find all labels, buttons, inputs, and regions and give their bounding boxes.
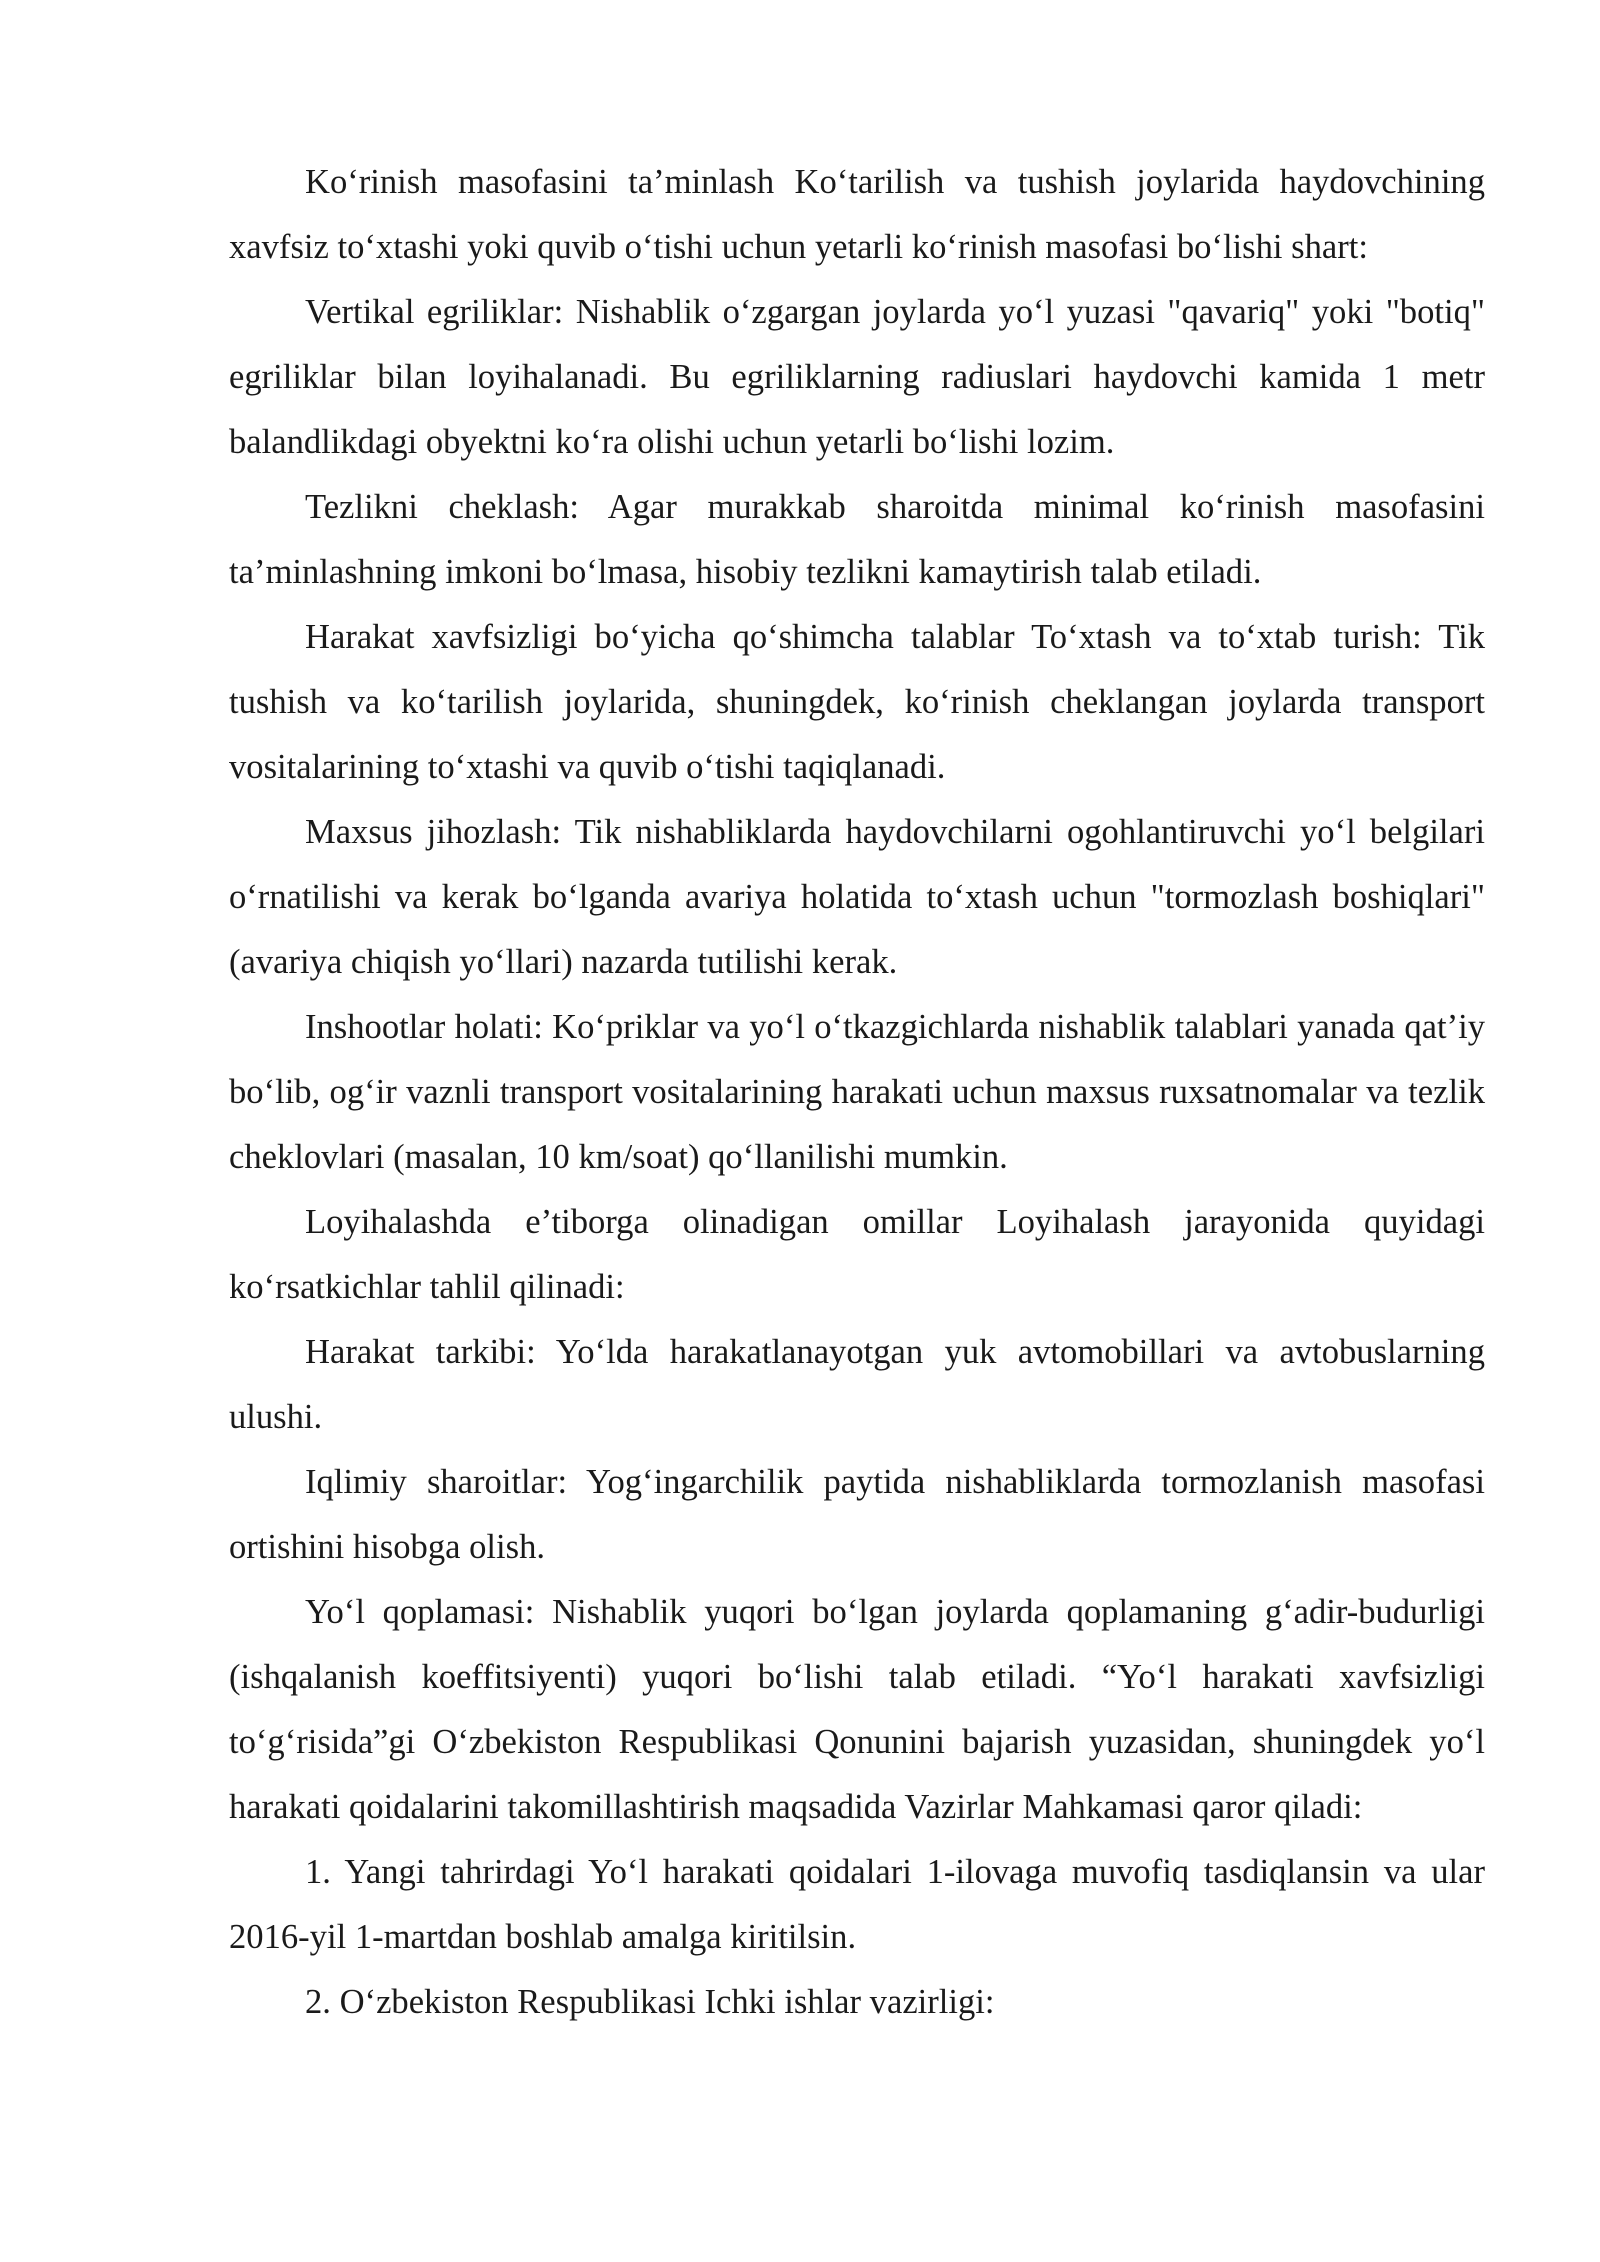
paragraph-special-equipment: Maxsus jihozlash: Tik nishabliklarda haydovchilarni ogohlantiruvchi yo‘l belgilari o‘rnatilishi va kerak bo‘lganda avariya holatida to‘xtash uchun "tormozlash boshiqlari" (avariya chiqish yo‘llari) nazarda tutilishi kerak. xyxy=(229,813,1485,981)
paragraph-item-1: 1. Yangi tahrirdagi Yo‘l harakati qoidalari 1-ilovaga muvofiq tasdiqlansin va ular 2016-yil 1-martdan boshlab amalga kiritilsin. xyxy=(229,1853,1485,1956)
paragraph-safety-requirements: Harakat xavfsizligi bo‘yicha qo‘shimcha talablar To‘xtash va to‘xtab turish: Tik tushish va ko‘tarilish joylarida, shuningdek, ko‘rinish cheklangan joylarda transport vositalarining to‘xtashi va quvib o‘tishi taqiqlanadi. xyxy=(229,618,1485,786)
document-body xyxy=(229,150,1485,2035)
paragraph-design-factors: Loyihalashda e’tiborga olinadigan omillar Loyihalash jarayonida quyidagi ko‘rsatkichlar tahlil qilinadi: xyxy=(229,1203,1485,1306)
paragraph-item-2: 2. O‘zbekiston Respublikasi Ichki ishlar vazirligi: xyxy=(305,1983,995,2021)
paragraph-climate-conditions: Iqlimiy sharoitlar: Yog‘ingarchilik paytida nishabliklarda tormozlanish masofasi ortishini hisobga olish. xyxy=(229,1463,1485,1566)
paragraph-speed-limit: Tezlikni cheklash: Agar murakkab sharoitda minimal ko‘rinish masofasini ta’minlashning imkoni bo‘lmasa, hisobiy tezlikni kamaytirish talab etiladi. xyxy=(229,488,1485,591)
paragraph-vertical-curves: Vertikal egriliklar: Nishablik o‘zgargan joylarda yo‘l yuzasi "qavariq" yoki "botiq" egriliklar bilan loyihalanadi. Bu egriliklarning radiuslari haydovchi kamida 1 metr balandlikdagi obyektni ko‘ra olishi uchun yetarli bo‘lishi lozim. xyxy=(229,293,1485,461)
paragraph-road-surface: Yo‘l qoplamasi: Nishablik yuqori bo‘lgan joylarda qoplamaning g‘adir-budurligi (ishqalanish koeffitsiyenti) yuqori bo‘lishi talab etiladi. “Yo‘l harakati xavfsizligi to‘g‘risida”gi O‘zbekiston Respublikasi Qonunini bajarish yuzasidan, shuningdek yo‘l harakati qoidalarini takomillashtirish maqsadida Vazirlar Mahkamasi qaror qiladi: xyxy=(229,1593,1485,1826)
paragraph-traffic-composition: Harakat tarkibi: Yo‘lda harakatlanayotgan yuk avtomobillari va avtobuslarning ulushi. xyxy=(229,1333,1485,1436)
paragraph-structures-condition: Inshootlar holati: Ko‘priklar va yo‘l o‘tkazgichlarda nishablik talablari yanada qat’iy bo‘lib, og‘ir vaznli transport vositalarining harakati uchun maxsus ruxsatnomalar va tezlik cheklovlari (masalan, 10 km/soat) qo‘llanilishi mumkin. xyxy=(229,1008,1485,1176)
paragraph-visibility-distance: Ko‘rinish masofasini ta’minlash Ko‘tarilish va tushish joylarida haydovchining xavfsiz to‘xtashi yoki quvib o‘tishi uchun yetarli ko‘rinish masofasi bo‘lishi shart: xyxy=(229,163,1485,266)
